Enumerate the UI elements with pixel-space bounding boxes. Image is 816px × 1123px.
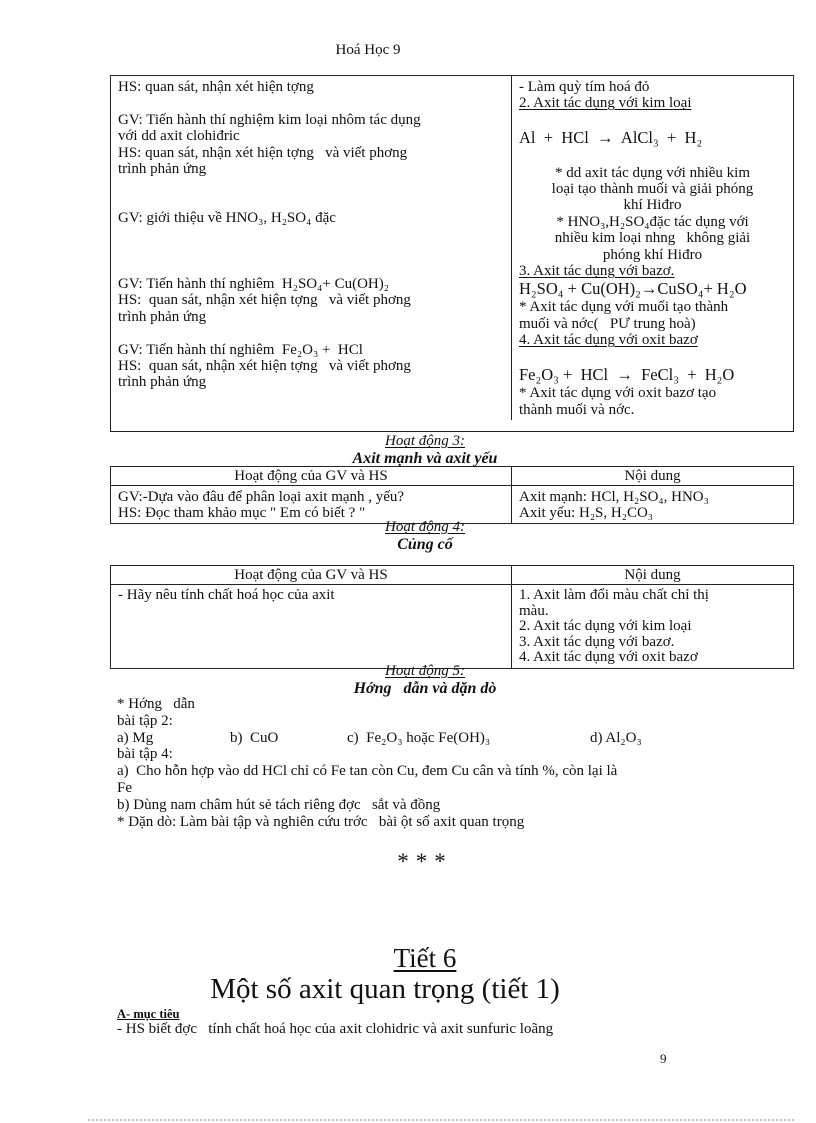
page-number: 9 xyxy=(660,1051,667,1066)
text-line: HS: quan sát, nhận xét hiện tợng và viết phơng xyxy=(118,357,411,374)
section5-title: Hớng dẫn và dặn dò xyxy=(353,679,497,697)
text-line: Fe xyxy=(117,779,132,796)
lesson-objective-line: - HS biết đợc tính chất hoá học của axit clohidric và axit sunfuric loãng xyxy=(117,1021,554,1037)
text-line: Axit mạnh: HCl, H₂SO₄, HNO₃ xyxy=(519,489,709,505)
table3-data-row xyxy=(111,585,793,668)
table3-noi-dung-cell xyxy=(512,585,793,668)
text-line xyxy=(118,95,504,111)
text-line: * dd axit tác dụng với nhiều kim xyxy=(555,164,750,181)
text-line: bài tập 4: xyxy=(117,746,173,763)
lesson-tiet-heading: Tiết 6 xyxy=(393,943,457,973)
text-line: 4. Axit tác dụng với oxit bazơ xyxy=(519,332,698,349)
text-line: Fe₂O₃ + HCl → FeCl₃ + H₂O xyxy=(519,365,735,385)
text-line: a) Cho hỗn hợp vào dd HCl chỉ có Fe tan còn Cu, đem Cu cân và tính %, còn lại là xyxy=(117,763,618,780)
text-line: H₂SO₄ + Cu(OH)₂→CuSO₄+ H₂O xyxy=(519,279,747,299)
text-line: HS: quan sát, nhận xét hiện tợng và viết phơng xyxy=(118,144,408,161)
table3-gv-hs-cell xyxy=(111,585,512,668)
lesson-title-heading: Một số axit quan trọng (tiết 1) xyxy=(210,973,560,1005)
table1-row xyxy=(111,76,793,420)
text-line: 2. Axit tác dụng với kim loại xyxy=(519,95,692,112)
homework-lines-bottom xyxy=(117,746,762,830)
text-line: - Hãy nêu tính chất hoá học của axit xyxy=(118,587,335,603)
text-line: HS: quan sát, nhận xét hiện tợng và viết phơng xyxy=(118,292,411,309)
text-line: HS: Đọc tham khảo mục " Em có biết ? " xyxy=(118,505,366,522)
table-cung-co xyxy=(110,565,794,669)
text-line: trình phản ứng xyxy=(118,308,207,325)
table2-gv-hs-cell xyxy=(111,486,512,523)
table3-header-gv-hs: Hoạt động của GV và HS xyxy=(111,566,512,585)
text-line: Axit yếu: H₂S, H₂CO₃ xyxy=(519,505,654,522)
table1-gv-hs-cell xyxy=(111,76,512,420)
homework-lines-top xyxy=(117,696,762,730)
text-line: GV: Tiến hành thí nghiêm H₂SO₄+ Cu(OH)₂ xyxy=(118,275,389,292)
section-hoat-dong-5 xyxy=(110,663,740,697)
table2-header-noi-dung: Nội dung xyxy=(512,467,793,486)
text-line: * Axit tác dụng với muối tạo thành xyxy=(519,299,729,316)
text-line xyxy=(118,177,504,193)
text-line: * Axit tác dụng với oxit bazơ tạo xyxy=(519,385,717,402)
text-line: * Dặn dò: Làm bài tập và nghiên cứu trớc bài ột số axit quan trọng xyxy=(117,813,525,830)
table2-header-gv-hs: Hoạt động của GV và HS xyxy=(111,467,512,486)
text-line: muối và nớc( PƯ trung hoà) xyxy=(519,315,696,332)
text-line: b) Dùng nam châm hút sẻ tách riêng đợc sắt và đồng xyxy=(117,796,441,813)
exercise2-option-b: b) CuO xyxy=(230,729,279,746)
text-line: * Hớng dẫn xyxy=(117,696,195,712)
page-header-title: Hoá Học 9 xyxy=(335,42,401,58)
text-line: GV: giới thiệu về HNO₃, H₂SO₄ đặc xyxy=(118,210,336,227)
text-line: GV:-Dựa vào đâu để phân loại axit mạnh , yếu? xyxy=(118,489,405,505)
table1-noi-dung-cell xyxy=(512,76,793,420)
text-line xyxy=(118,243,504,259)
text-line xyxy=(118,325,504,341)
text-line: 4. Axit tác dụng với oxit bazơ xyxy=(519,649,698,666)
text-line: khí Hiđro xyxy=(623,197,682,214)
homework-block xyxy=(117,696,762,830)
text-line: - Làm quỳ tím hoá đỏ xyxy=(519,79,650,95)
table2-header-row xyxy=(111,467,793,486)
text-line: 1. Axit làm đổi màu chất chỉ thị xyxy=(519,587,709,603)
table3-header-noi-dung: Nội dung xyxy=(512,566,793,585)
text-line: loại tạo thành muối và giải phóng xyxy=(551,181,754,198)
section-separator-stars: *** xyxy=(397,849,453,874)
text-line: * HNO₃,H₂SO₄đặc tác dụng với xyxy=(556,213,749,230)
text-line: Al + HCl → AlCl₃ + H₂ xyxy=(519,128,703,148)
section3-label: Hoạt động 3: xyxy=(385,433,465,449)
section3-title: Axit mạnh và axit yếu xyxy=(352,449,498,467)
table3-header-row xyxy=(111,566,793,585)
lesson-muc-tieu-label: A- mục tiêu xyxy=(117,1007,180,1021)
text-line: phóng khí Hiđro xyxy=(602,246,703,263)
text-line xyxy=(519,112,786,128)
table2-data-row xyxy=(111,486,793,523)
text-line xyxy=(519,349,786,365)
section4-label: Hoạt động 4: xyxy=(385,519,465,535)
table-axit-manh-yeu xyxy=(110,466,794,524)
text-line: trình phản ứng xyxy=(118,161,207,178)
text-line: 2. Axit tác dụng với kim loại xyxy=(519,618,692,635)
section4-title: Củng cố xyxy=(397,535,453,553)
text-line: 3. Axit tác dụng với bazơ. xyxy=(519,263,675,280)
text-line xyxy=(519,148,786,164)
section-hoat-dong-4 xyxy=(110,519,740,553)
text-line: HS: quan sát, nhận xét hiện tợng xyxy=(118,79,314,95)
text-line: GV: Tiến hành thí nghiêm Fe₂O₃ + HCl xyxy=(118,341,363,358)
text-line: với dd axit clohiđric xyxy=(118,128,240,145)
section5-label: Hoạt động 5: xyxy=(385,663,465,679)
text-line: nhiều kim loại nhng không giải xyxy=(554,230,751,247)
page-bottom-dotted-rule xyxy=(88,1119,794,1121)
text-line: trình phản ứng xyxy=(118,374,207,391)
text-line: GV: Tiến hành thí nghiệm kim loại nhôm tác dụng xyxy=(118,111,421,128)
text-line xyxy=(118,227,504,243)
text-line xyxy=(118,259,504,275)
text-line xyxy=(118,194,504,210)
exercise2-options-row xyxy=(117,730,762,747)
table-activity2-properties xyxy=(110,75,794,432)
exercise2-option-c: c) Fe₂O₃ hoặc Fe(OH)₃ xyxy=(347,729,491,746)
exercise2-option-a: a) Mg xyxy=(117,729,154,746)
text-line: bài tập 2: xyxy=(117,712,173,729)
text-line: màu. xyxy=(519,602,549,619)
text-line: thành muối và nớc. xyxy=(519,401,635,418)
section-hoat-dong-3 xyxy=(110,433,740,467)
text-line: 3. Axit tác dụng với bazơ. xyxy=(519,633,675,650)
table2-noi-dung-cell xyxy=(512,486,793,523)
exercise2-option-d: d) Al₂O₃ xyxy=(590,729,642,746)
